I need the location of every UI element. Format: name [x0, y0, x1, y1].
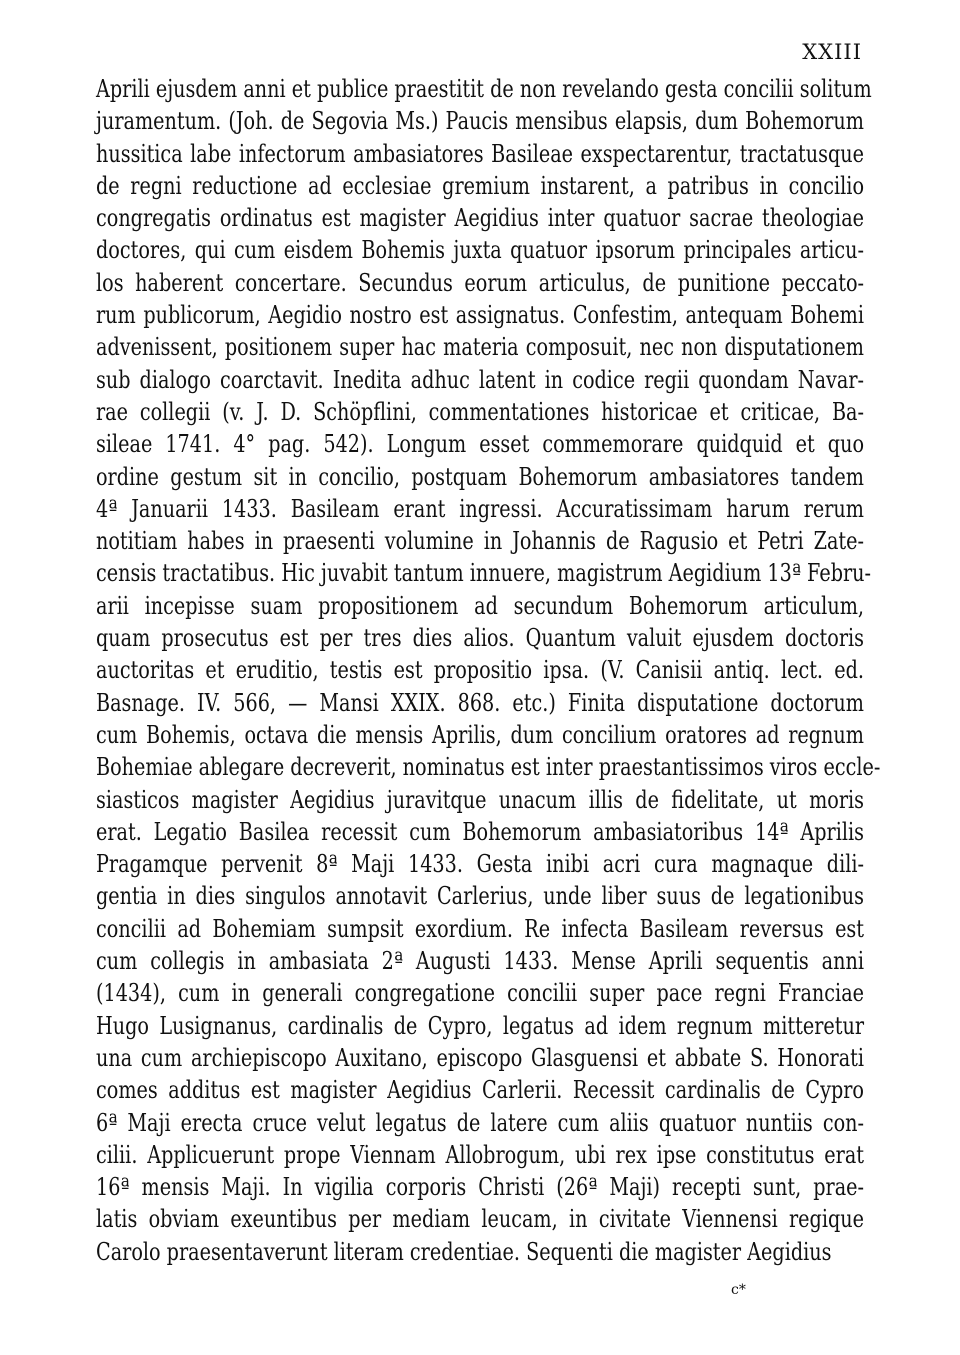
text-line: sub dialogo coarctavit. Inedita adhuc latent in codice regii quondam Navar-	[96, 365, 864, 394]
text-line: Bohemiae ablegare decreverit, nominatus est inter praestantissimos viros eccle-	[96, 753, 881, 782]
text-line: erat. Legatio Basilea recessit cum Bohemorum ambasiatoribus 14ª Aprilis	[96, 817, 864, 846]
text-line: cum Bohemis, octava die mensis Aprilis, dum concilium oratores ad regnum	[96, 720, 864, 749]
text-line: notitiam habes in praesenti volumine in Johannis de Ragusio et Petri Zate-	[96, 527, 864, 556]
text-line: Carolo praesentaverunt literam credentiae. Sequenti die magister Aegidius	[96, 1237, 832, 1266]
text-line: hussitica labe infectorum ambasiatores Basileae exspectarentur, tractatusque	[96, 139, 864, 168]
body-text	[96, 73, 881, 1268]
text-line: (1434), cum in generali congregatione concilii super pace regni Franciae	[96, 979, 864, 1008]
text-line: latis obviam exeuntibus per mediam leucam, in civitate Viennensi regique	[96, 1205, 864, 1234]
text-line: 4ª Januarii 1433. Basileam erant ingressi. Accuratissimam harum rerum	[96, 494, 864, 523]
text-line: censis tractatibus. Hic juvabit tantum innuere, magistrum Aegidium 13ª Febru-	[96, 559, 872, 588]
page-number: XXIII	[802, 40, 862, 64]
text-line: quam prosecutus est per tres dies alios. Quantum valuit ejusdem doctoris	[96, 624, 864, 653]
text-line: doctores, qui cum eisdem Bohemis juxta quatuor ipsorum principales articu-	[96, 236, 864, 265]
text-line: arii incepisse suam propositionem ad secundum Bohemorum articulum,	[96, 591, 864, 620]
text-line: concilii ad Bohemiam sumpsit exordium. Re infecta Basileam reversus est	[96, 914, 864, 943]
text-line: juramentum. (Joh. de Segovia Ms.) Paucis mensibus elapsis, dum Bohemorum	[96, 107, 864, 136]
text-line: una cum archiepiscopo Auxitano, episcopo Glasguensi et abbate S. Honorati	[96, 1043, 864, 1072]
text-line: ordine gestum sit in concilio, postquam Bohemorum ambasiatores tandem	[96, 462, 864, 491]
text-line: Basnage. IV. 566, — Mansi XXIX. 868. etc.) Finita disputatione doctorum	[96, 688, 864, 717]
text-line: rae collegii (v. J. D. Schöpflini, commentationes historicae et criticae, Ba-	[96, 397, 864, 426]
text-line: auctoritas et eruditio, testis est propositio ipsa. (V. Canisii antiq. lect. ed.	[96, 656, 864, 685]
text-line: 16ª mensis Maji. In vigilia corporis Christi (26ª Maji) recepti sunt, prae-	[96, 1173, 864, 1202]
text-line: los haberent concertare. Secundus eorum articulus, de punitione peccato-	[96, 268, 864, 297]
signature-mark: c*	[731, 1282, 746, 1298]
text-line: comes additus est magister Aegidius Carlerii. Recessit cardinalis de Cypro	[96, 1076, 864, 1105]
text-line: cum collegis in ambasiata 2ª Augusti 1433. Mense Aprili sequentis anni	[96, 947, 864, 976]
text-line: congregatis ordinatus est magister Aegidius inter quatuor sacrae theologiae	[96, 204, 864, 233]
text-line: Pragamque pervenit 8ª Maji 1433. Gesta inibi acri cura magnaque dili-	[96, 850, 864, 879]
text-line: advenissent, positionem super hac materia composuit, nec non disputationem	[96, 333, 864, 362]
text-line: gentia in dies singulos annotavit Carlerius, unde liber suus de legationibus	[96, 882, 864, 911]
text-line: 6ª Maji erecta cruce velut legatus de latere cum aliis quatuor nuntiis con-	[96, 1108, 864, 1137]
text-line: Hugo Lusignanus, cardinalis de Cypro, legatus ad idem regnum mitteretur	[96, 1011, 864, 1040]
text-line: Aprili ejusdem anni et publice praestitit de non revelando gesta concilii solitum	[96, 75, 872, 103]
text-line: rum publicorum, Aegidio nostro est assignatus. Confestim, antequam Bohemi	[96, 301, 864, 330]
text-line: sileae 1741. 4° pag. 542). Longum esset commemorare quidquid et quo	[96, 430, 864, 459]
text-line: siasticos magister Aegidius juravitque unacum illis de fidelitate, ut moris	[96, 785, 864, 814]
text-line: de regni reductione ad ecclesiae gremium instarent, a patribus in concilio	[96, 171, 864, 200]
text-line: cilii. Applicuerunt prope Viennam Allobrogum, ubi rex ipse constitutus erat	[96, 1140, 864, 1169]
